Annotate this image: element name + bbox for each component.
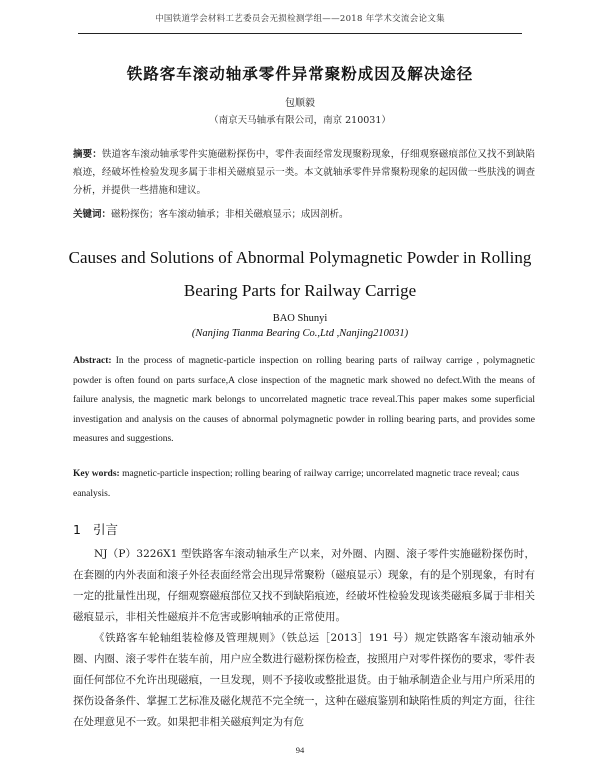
chinese-abstract-label: 摘要： [73,149,102,160]
chinese-abstract-text: 铁道客车滚动轴承零件实施磁粉探伤中，零件表面经常发现聚粉现象，仔细观察磁痕部位又找不到缺陷痕迹，经破坏性检验发现多属于非相关磁痕显示一类。本文就轴承零件异常聚粉现象的起因做一些肤浅的调查分析，并提供一些措施和建议。 [73,149,535,196]
chinese-keywords-label: 关键词： [73,209,112,220]
body-text [73,544,535,733]
chinese-author: 包顺毅 [285,98,315,109]
english-keywords-label: Key words: [73,469,120,479]
chinese-affiliation: （南京天马轴承有限公司，南京 210031） [209,115,391,126]
chinese-title: 铁路客车滚动轴承零件异常聚粉成因及解决途径 [126,65,474,83]
english-abstract-label: Abstract: [73,356,112,366]
section-heading [73,520,118,538]
english-keywords-text: magnetic-particle inspection; rolling bearing of railway carrige; uncorrelated magnetic trace reveal; caus eanalysis. [73,469,520,499]
english-affiliation: (Nanjing Tianma Bearing Co.,Ltd ,Nanjing210031) [191,328,409,339]
english-keywords [73,465,535,504]
english-author: BAO Shunyi [272,313,328,324]
chinese-keywords-text: 磁粉探伤；客车滚动轴承；非相关磁痕显示；成因剖析。 [111,209,349,220]
english-abstract [73,352,535,450]
chinese-abstract [73,146,535,200]
body-paragraph: NJ（P）3226X1 型铁路客车滚动轴承生产以来，对外圈、内圈、滚子零件实施磁粉探伤时，在套圈的内外表面和滚子外径表面经常会出现异常聚粉（磁痕显示）现象，有的是个别现象，有时有一定的批量性出现，仔细观察磁痕部位又找不到缺陷痕迹，经破坏性检验发现该类磁痕多属于非相关磁痕显示，非相关性磁痕并不危害或影响轴承的正常使用。 [73,548,535,623]
english-title-line-2: Bearing Parts for Railway Carrige [183,281,417,300]
header-rule [78,33,522,34]
running-head: 中国铁道学会材料工艺委员会无损检测学组——2018 年学术交流会论文集 [155,14,445,24]
english-title-line-1: Causes and Solutions of Abnormal Polymagnetic Powder in Rolling [68,248,532,267]
body-paragraph: 《铁路客车轮轴组装检修及管理规则》（铁总运［2013］191 号）规定铁路客车滚动轴承外圈、内圈、滚子零件在装车前，用户应全数进行磁粉探伤检查，按照用户对零件探伤的要求，零件表面任何部位不允许出现磁痕，一旦发现，则不予接收或整批退货。由于轴承制造企业与用户所采用的探伤设备条件、掌握工艺标准及磁化规范不完全统一，这种在磁痕鉴别和缺陷性质的判定方面，往往在处理意见不一致。如果把非相关磁痕判定为有危 [73,632,535,728]
chinese-keywords [73,206,535,224]
english-abstract-text: In the process of magnetic-particle inspection on rolling bearing parts of railway carrige , polymagnetic powder is often found on parts surface,A close inspection of the magnetic mark showed no defect.With the means of failure analysis, the magnetic mark belongs to uncorrelated magnetic trace reveal.This paper makes some superficial investigation and analysis on the causes of abnormal polymagnetic powder in rolling bearing parts, and provides some measures and suggestions. [73,356,535,444]
section-number: 1 [73,522,81,537]
section-title: 引言 [92,522,118,537]
page-number: 94 [295,745,305,755]
